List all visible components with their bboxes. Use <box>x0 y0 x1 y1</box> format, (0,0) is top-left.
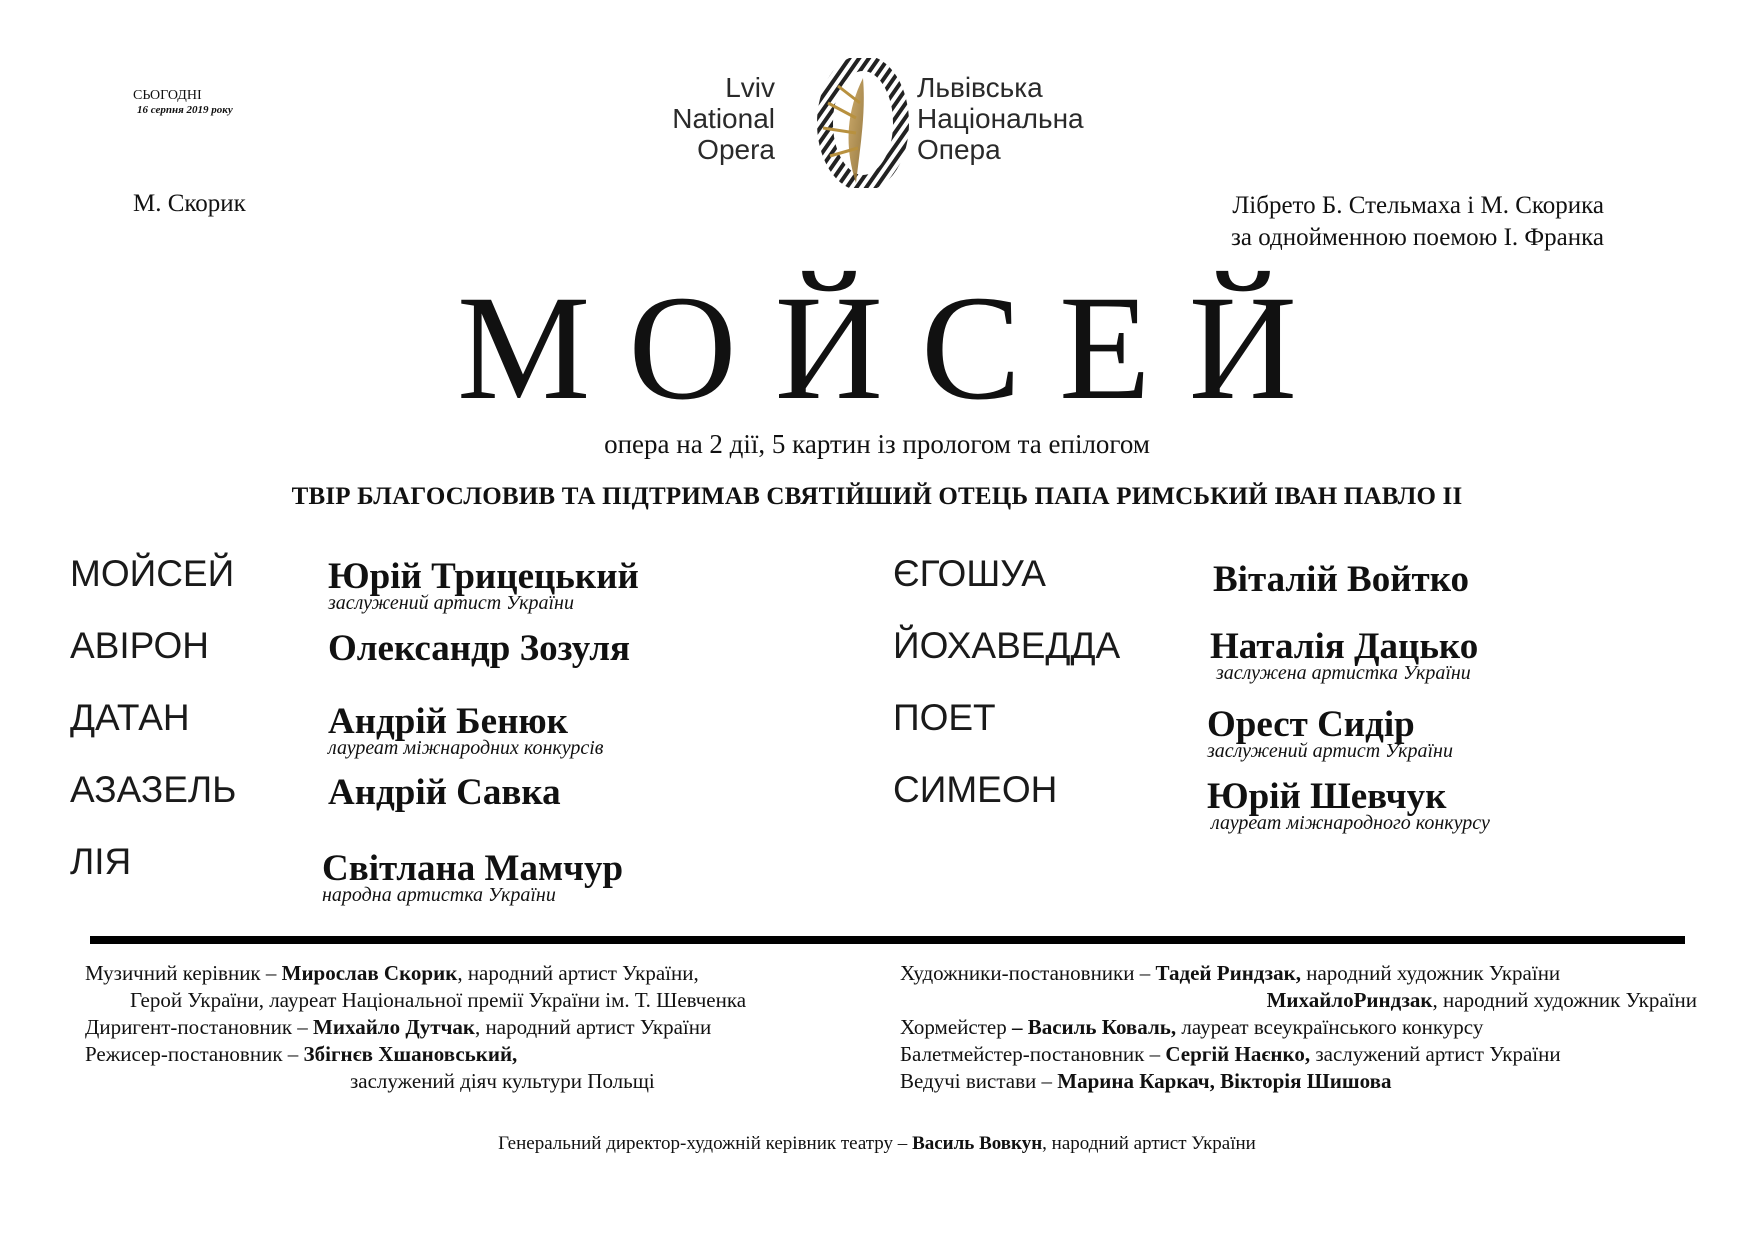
credit-stage-director-line2: заслужений діяч культури Польщі <box>350 1069 655 1093</box>
performer-name: Світлана Мамчур <box>322 848 624 889</box>
performer-name: Андрій Савка <box>328 772 561 813</box>
libretto-line: Лібрето Б. Стельмаха і М. Скорика <box>1232 192 1604 219</box>
opera-subtitle: опера на 2 дії, 5 картин із прологом та епілогом <box>604 429 1150 459</box>
cast-performer <box>1207 703 1453 763</box>
cast-performer <box>1207 775 1490 835</box>
credit-stage-director: Режисер-постановник – Збігнєв Хшановський, <box>85 1042 518 1066</box>
performer-name: Олександр Зозуля <box>328 628 631 669</box>
today-label: СЬОГОДНІ <box>133 88 202 103</box>
cast-role: АЗАЗЕЛЬ <box>70 769 237 810</box>
cast-role: ПОЕТ <box>893 697 996 738</box>
performer-title: лауреат міжнародного конкурсу <box>1211 812 1490 834</box>
credit-hosts: Ведучі вистави – Марина Каркач, Вікторія Шишова <box>900 1069 1392 1093</box>
logo-text-ua <box>917 72 1157 165</box>
general-director: Генеральний директор-художній керівник театру – Василь Вовкун, народний артист України <box>498 1133 1256 1154</box>
performer-name: Наталія Дацько <box>1210 626 1479 667</box>
performer-title: лауреат міжнародних конкурсів <box>328 737 604 759</box>
credit-designers-line2: МихайлоРиндзак, народний художник України <box>1266 988 1697 1012</box>
cast-role: МОЙСЕЙ <box>70 553 235 594</box>
logo-ua-line: Національна <box>917 103 1084 134</box>
today-block <box>133 88 233 118</box>
opera-title: МОЙСЕЙ <box>456 265 1336 431</box>
performer-title: заслужений артист України <box>1207 740 1453 762</box>
cast-performer <box>1210 625 1478 685</box>
cast-performer <box>328 627 630 670</box>
logo-ua-line: Опера <box>917 134 1001 165</box>
performer-name: Андрій Бенюк <box>328 701 568 742</box>
logo-en-line: Lviv <box>725 72 775 103</box>
cast-role: ЙОХАВЕДДА <box>893 625 1121 666</box>
cast-performer <box>328 700 603 760</box>
cast-role: ЄГОШУА <box>893 553 1046 594</box>
performer-name: Юрій Трицецький <box>328 556 639 597</box>
cast-role: АВІРОН <box>70 625 210 666</box>
cast-performer <box>1213 558 1469 601</box>
logo-text-en <box>630 72 775 165</box>
today-date: 16 серпня 2019 року <box>137 104 233 116</box>
libretto-line: за однойменною поемою І. Франка <box>1230 224 1604 251</box>
credits-left <box>85 960 746 1095</box>
credit-music-director-line2: Герой України, лауреат Національної премії України ім. Т. Шевченка <box>130 988 747 1012</box>
performer-name: Юрій Шевчук <box>1207 776 1447 817</box>
cast-performer <box>328 771 561 814</box>
credit-choreographer: Балетмейстер-постановник – Сергій Наєнко, заслужений артист України <box>900 1042 1561 1066</box>
divider-rule <box>90 936 1685 944</box>
performer-name: Віталій Войтко <box>1213 559 1470 600</box>
cast-role: ЛІЯ <box>70 841 132 882</box>
logo-ua-line: Львівська <box>917 72 1043 103</box>
cast-role: СИМЕОН <box>893 769 1058 810</box>
credit-music-director: Музичний керівник – Мирослав Скорик, народний артист України, <box>85 961 699 985</box>
cast-performer <box>322 847 623 907</box>
credit-choirmaster: Хормейстер – Василь Коваль, лауреат всеукраїнського конкурсу <box>900 1015 1484 1039</box>
composer: М. Скорик <box>133 190 246 217</box>
credit-designers: Художники-постановники – Тадей Риндзак, народний художник України <box>900 961 1561 985</box>
performer-title: заслужений артист України <box>328 592 574 614</box>
blessing-line: ТВІР БЛАГОСЛОВИВ ТА ПІДТРИМАВ СВЯТІЙШИЙ ОТЕЦЬ ПАПА РИМСЬКИЙ ІВАН ПАВЛО ІІ <box>291 483 1463 510</box>
libretto-credit <box>1231 190 1604 254</box>
logo-en-line: National <box>672 103 775 134</box>
performer-title: народна артистка України <box>322 884 556 906</box>
logo-en-line: Opera <box>697 134 775 165</box>
cast-role: ДАТАН <box>70 697 190 738</box>
credits-right <box>900 960 1697 1095</box>
opera-logo-icon <box>808 58 918 188</box>
credit-conductor: Диригент-постановник – Михайло Дутчак, народний артист України <box>85 1015 712 1039</box>
performer-title: заслужена артистка України <box>1216 662 1471 684</box>
performer-name: Орест Сидір <box>1207 704 1415 745</box>
cast-performer <box>328 555 639 615</box>
